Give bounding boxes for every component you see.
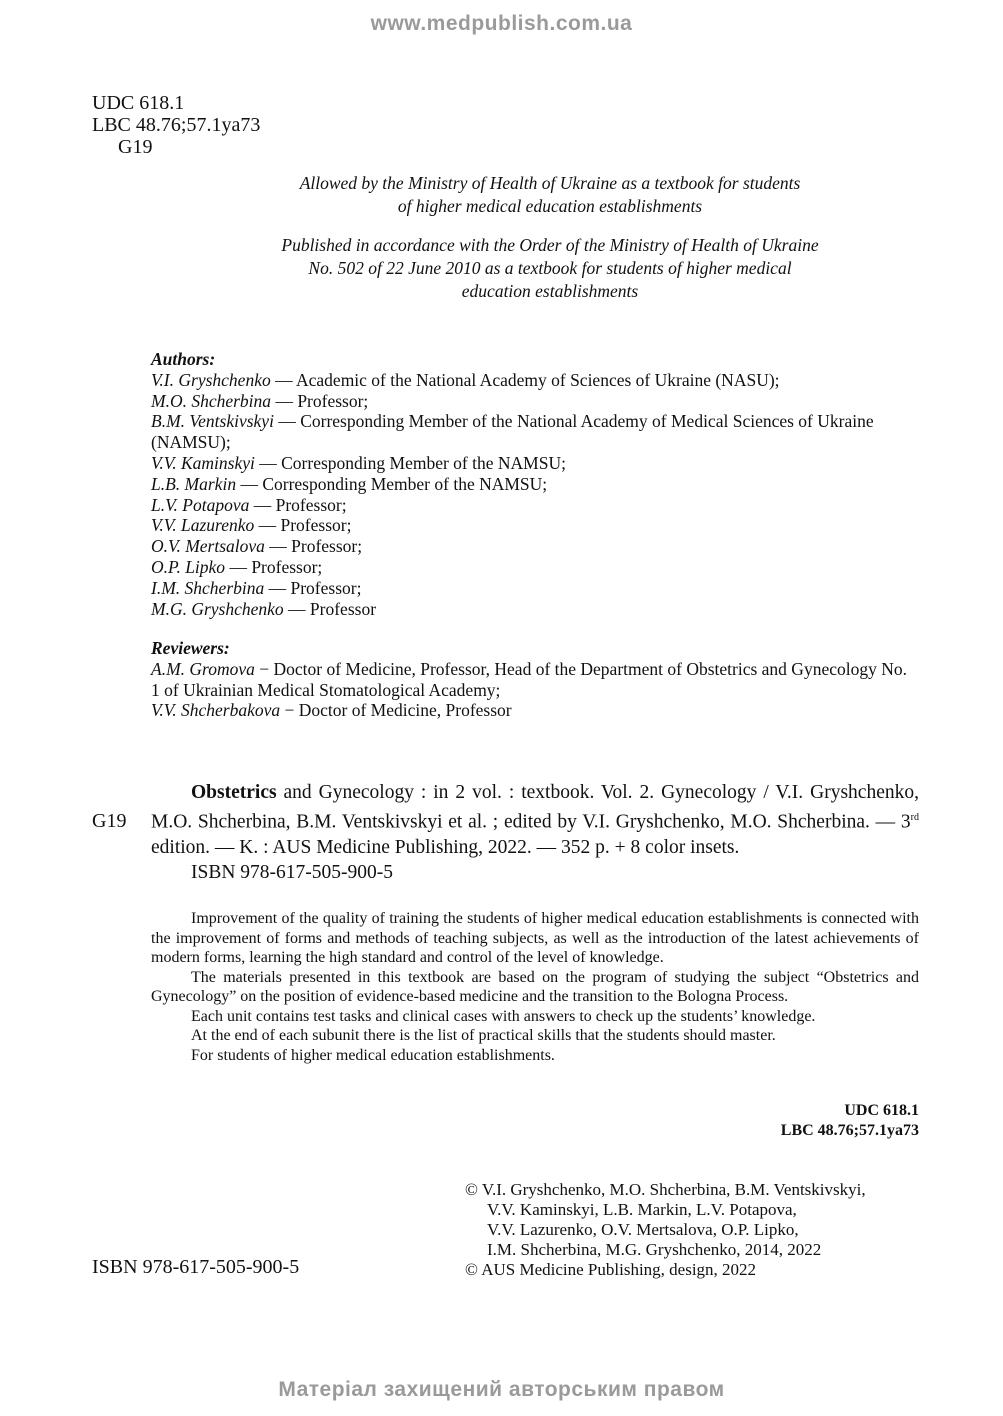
approval-line: Published in accordance with the Order of the Ministry of Health of Ukraine	[281, 235, 819, 255]
annotation-paragraph: The materials presented in this textbook are based on the program of studying the subject “Obstetrics and Gynecology” on the position of evidence-based medicine and the transition to the Bologna Process.	[151, 968, 919, 1005]
header-watermark: www.medpublish.com.ua	[370, 12, 633, 35]
author-entry: V.V. Kaminskyi — Corresponding Member of the NAMSU;	[151, 452, 566, 473]
reviewers-heading: Reviewers:	[151, 638, 230, 658]
copyright-block	[465, 1180, 866, 1280]
copyright-line: © AUS Medicine Publishing, design, 2022	[465, 1260, 757, 1279]
bottom-udc: UDC 618.1	[844, 1102, 919, 1119]
reviewer-entry: V.V. Shcherbakova − Doctor of Medicine, Professor	[151, 700, 512, 721]
bibliography-author-mark: G19	[92, 810, 127, 832]
author-entry: I.M. Shcherbina — Professor;	[151, 577, 362, 598]
annotation-paragraph: For students of higher medical education establishments.	[191, 1046, 555, 1064]
annotation	[151, 909, 919, 1065]
author-entry: B.M. Ventskivskyi — Corresponding Member of the National Academy of Medical Sciences of Ukraine (NAMSU);	[151, 411, 874, 453]
udc-code: UDC 618.1	[92, 92, 185, 114]
annotation-paragraph: Improvement of the quality of training the students of higher medical education establishments is connected with the improvement of forms and methods of teaching subjects, as well as the introduction of the latest achievements of modern forms, learning the high standard and control of the level of knowledge.	[151, 910, 919, 966]
authors-list	[151, 349, 919, 619]
bottom-lbc: LBC 48.76;57.1ya73	[780, 1122, 919, 1139]
classification-codes	[92, 92, 260, 158]
approval-line: education establishments	[461, 281, 639, 301]
copyright-line: © V.I. Gryshchenko, M.O. Shcherbina, B.M. Ventskivskyi,	[465, 1180, 866, 1199]
copyright-line: V.V. Kaminskyi, L.B. Markin, L.V. Potapova,	[487, 1200, 797, 1219]
annotation-paragraph: Each unit contains test tasks and clinical cases with answers to check up the students’ knowledge.	[191, 1007, 816, 1025]
isbn-bottom: ISBN 978-617-505-900-5	[92, 1256, 300, 1278]
approval-ministry	[180, 172, 920, 218]
approval-order	[180, 234, 920, 303]
author-entry: L.V. Potapova — Professor;	[151, 494, 347, 515]
footer-watermark: Матеріал захищений авторським правом	[278, 1378, 725, 1401]
approval-line: No. 502 of 22 June 2010 as a textbook for students of higher medical	[308, 258, 792, 278]
author-entry: O.P. Lipko — Professor;	[151, 556, 323, 577]
bottom-codes	[781, 1101, 919, 1141]
author-entry: V.V. Lazurenko — Professor;	[151, 515, 352, 536]
copyright-line: I.M. Shcherbina, M.G. Gryshchenko, 2014, 2022	[487, 1240, 822, 1259]
author-entry: L.B. Markin — Corresponding Member of the NAMSU;	[151, 473, 548, 494]
lbc-code: LBC 48.76;57.1ya73	[92, 114, 261, 136]
bibliography-isbn: ISBN 978-617-505-900-5	[191, 861, 394, 883]
annotation-paragraph: At the end of each subunit there is the list of practical skills that the students should master.	[191, 1027, 776, 1044]
authors-heading: Authors:	[151, 349, 216, 369]
author-entry: V.I. Gryshchenko — Academic of the National Academy of Sciences of Ukraine (NASU);	[151, 369, 780, 390]
reviewer-entry: A.M. Gromova − Doctor of Medicine, Professor, Head of the Department of Obstetrics and Gynecology No. 1 of Ukrainian Medical Stomatological Academy;	[151, 658, 907, 700]
approval-line: of higher medical education establishments	[397, 196, 703, 216]
approval-line: Allowed by the Ministry of Health of Ukraine as a textbook for students	[299, 173, 801, 193]
author-entry: M.O. Shcherbina — Professor;	[151, 390, 369, 411]
author-entry: M.G. Gryshchenko — Professor	[151, 598, 377, 619]
reviewers-list	[151, 638, 919, 721]
author-mark: G19	[118, 136, 153, 158]
author-entry: O.V. Mertsalova — Professor;	[151, 536, 363, 557]
bibliography-text: Obstetrics and Gynecology : in 2 vol. : textbook. Vol. 2. Gynecology / V.I. Gryshchenko, M.O. Shcherbina, B.M. Ventskivskyi et al. ; edited by V.I. Gryshchenko, M.O. Shcherbina. — 3rd edition. — K. : AUS Medicine Publishing, 2022. — 352 p. + 8 color insets.	[151, 782, 919, 858]
bibliographic-description	[151, 780, 919, 885]
copyright-line: V.V. Lazurenko, O.V. Mertsalova, O.P. Lipko,	[487, 1220, 799, 1239]
